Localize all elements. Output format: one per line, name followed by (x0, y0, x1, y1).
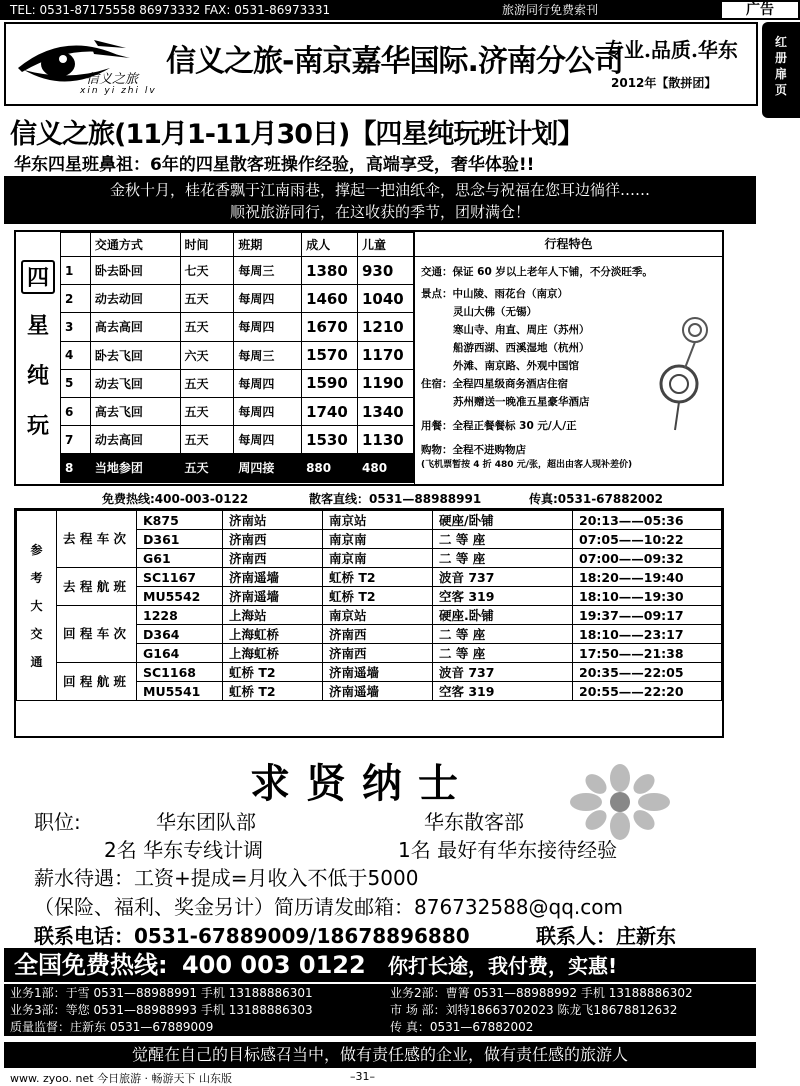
table-cell: 五天 (180, 426, 234, 454)
logo-pinyin: xin yi zhi lv (80, 86, 157, 96)
table-cell: 二 等 座 (433, 625, 573, 644)
hotline-number: 400 003 0122 (181, 951, 366, 979)
table-cell: 波音 737 (433, 568, 573, 587)
table-cell: 二 等 座 (433, 530, 573, 549)
banner-line-2: 顺祝旅游同行，在这收获的季节，团财满仓！ (229, 203, 530, 221)
table-row (61, 426, 414, 454)
year-tag: 2012年【散拼团】 (611, 76, 717, 90)
table-cell: 480 (358, 454, 414, 482)
table-row (17, 511, 722, 530)
company-motto: 觉醒在自己的目标感召当中，做有责任感的企业，做有责任感的旅游人 (4, 1042, 756, 1068)
feature-note: (飞机票暂按 4 折 480 元/张，超出由客人现补差价) (421, 460, 633, 470)
table-cell: 空客 319 (433, 682, 573, 701)
page-number: –31– (350, 1070, 375, 1083)
contacts-panel (4, 984, 756, 1036)
table-row (17, 568, 722, 587)
contact-line: 业务1部：于雪 0531—88988991 手机 13188886301 (10, 986, 313, 1000)
table-cell: 七天 (180, 257, 234, 285)
ad-label: 广告 (720, 0, 800, 20)
contact-line: 质量监督：庄新东 0531—67889009 (10, 1020, 214, 1034)
table-cell: 周四接 (234, 454, 302, 482)
table-cell: 1740 (302, 397, 358, 425)
table-cell: D361 (137, 530, 223, 549)
table-cell: 济南遥墙 (223, 587, 323, 606)
table-cell: 虹桥 T2 (323, 587, 433, 606)
table-cell: 1040 (358, 285, 414, 313)
top-contact-text: TEL: 0531-87175558 86973332 FAX: 0531-86973331 (10, 3, 331, 17)
table-cell: 每周四 (234, 397, 302, 425)
table-row (61, 341, 414, 369)
table-cell: 1 (61, 257, 91, 285)
feature-spot: 寒山寺、甪直、周庄（苏州） (453, 324, 590, 336)
table-row (61, 313, 414, 341)
table-cell: MU5542 (137, 587, 223, 606)
table-cell: 每周四 (234, 426, 302, 454)
table-cell: SC1167 (137, 568, 223, 587)
table-cell: 8 (61, 454, 91, 482)
table-row (61, 257, 414, 285)
transport-side-text: 参考大交通 (30, 542, 43, 669)
table-cell: 1530 (302, 426, 358, 454)
requirement-1: 2名 华东专线计调 (104, 838, 264, 862)
table-cell: 硬座.卧铺 (433, 606, 573, 625)
table-cell: 济南遥墙 (223, 568, 323, 587)
table-cell: 7 (61, 426, 91, 454)
feature-hotel: 苏州赠送一晚准五星豪华酒店 (453, 396, 590, 408)
table-cell: 07:05——10:22 (573, 530, 722, 549)
recruit-phone: 联系电话：0531-67889009/18678896880 (34, 924, 470, 948)
contact-line: 业务2部：曹箐 0531—88988992 手机 13188886302 (390, 986, 693, 1000)
group-label: 去 程 航 班 (57, 568, 137, 606)
col-header: 儿童 (358, 233, 414, 257)
table-cell: 硬座/卧铺 (433, 511, 573, 530)
table-cell: 上海站 (223, 606, 323, 625)
table-cell: 每周四 (234, 285, 302, 313)
requirement-2: 1名 最好有华东接待经验 (398, 838, 618, 862)
feature-spot: 景点：中山陵、雨花台（南京） (421, 288, 568, 300)
transport-table (16, 510, 722, 701)
table-cell: 五天 (180, 397, 234, 425)
table-cell: 18:10——19:30 (573, 587, 722, 606)
side-char: 星 (21, 310, 55, 344)
hotline-row (14, 488, 724, 508)
table-cell: 20:13——05:36 (573, 511, 722, 530)
table-row (17, 663, 722, 682)
dept-team: 华东团队部 (156, 810, 256, 834)
table-cell: 高去飞回 (90, 397, 180, 425)
footer-site: www. zyoo. net 今日旅游 · 畅游天下 山东版 (10, 1072, 233, 1085)
feature-shopping: 购物：全程不进购物店 (421, 444, 526, 456)
table-cell: 每周四 (234, 313, 302, 341)
table-cell: 动去动回 (90, 285, 180, 313)
direct-line: 散客直线：0531—88988991 (309, 492, 482, 506)
four-star-section (14, 230, 724, 486)
side-char: 纯 (21, 360, 55, 394)
table-cell: 1380 (302, 257, 358, 285)
table-row (61, 397, 414, 425)
table-cell: 五天 (180, 285, 234, 313)
hotline-label: 全国免费热线: (14, 951, 168, 979)
autumn-banner (4, 176, 756, 224)
col-header: 时间 (180, 233, 234, 257)
table-cell: SC1168 (137, 663, 223, 682)
table-cell: G164 (137, 644, 223, 663)
table-cell: 动去高回 (90, 426, 180, 454)
table-cell: 空客 319 (433, 587, 573, 606)
table-cell: 高去高回 (90, 313, 180, 341)
table-cell: 1590 (302, 369, 358, 397)
table-cell: 虹桥 T2 (223, 682, 323, 701)
side-char: 玩 (21, 410, 55, 444)
table-cell: 济南西 (223, 530, 323, 549)
col-header: 交通方式 (90, 233, 180, 257)
table-cell: 济南站 (223, 511, 323, 530)
contact-line: 市 场 部：刘特18663702023 陈龙飞18678812632 (390, 1003, 678, 1017)
table-cell: 卧去卧回 (90, 257, 180, 285)
table-cell: 南京站 (323, 511, 433, 530)
side-char: 四 (21, 260, 55, 294)
table-cell: K875 (137, 511, 223, 530)
feature-traffic: 交通：保证 60 岁以上老年人下铺，不分淡旺季。 (421, 266, 653, 278)
table-cell: 930 (358, 257, 414, 285)
contact-line: 业务3部：等您 0531—88988993 手机 13188886303 (10, 1003, 313, 1017)
table-cell: 济南西 (323, 644, 433, 663)
group-label: 回 程 航 班 (57, 663, 137, 701)
hotline-tag: 你打长途，我付费，实惠! (388, 954, 618, 978)
company-name: 信义之旅-南京嘉华国际.济南分公司 (166, 44, 623, 79)
itinerary-features (414, 232, 722, 484)
table-cell: 19:37——09:17 (573, 606, 722, 625)
feature-spot: 船游西湖、西溪湿地（杭州） (453, 342, 590, 354)
salary-text: 薪水待遇：工资+提成=月收入不低于5000 (34, 866, 419, 890)
four-star-table (60, 232, 414, 483)
table-cell: 1130 (358, 426, 414, 454)
table-cell: 1340 (358, 397, 414, 425)
banner-line-1: 金秋十月，桂花香飘于江南雨巷，撑起一把油纸伞，思念与祝福在您耳边徜徉…… (109, 181, 650, 199)
subtitle: 华东四星班鼻祖：6年的四星散客班操作经验，高端享受，奢华体验!! (14, 155, 535, 175)
table-cell: 南京南 (323, 530, 433, 549)
table-cell: 每周三 (234, 341, 302, 369)
table-cell: 五天 (180, 369, 234, 397)
table-cell: 五天 (180, 454, 234, 482)
top-contact-bar (0, 0, 800, 20)
national-hotline-bar (4, 948, 756, 982)
col-header: 班期 (234, 233, 302, 257)
rose-icon (655, 312, 715, 432)
group-label: 回 程 车 次 (57, 606, 137, 663)
logo-text: 信义之旅 (86, 72, 139, 87)
table-cell: 2 (61, 285, 91, 313)
feature-hotel: 住宿：全程四星级商务酒店住宿 (421, 378, 568, 390)
recruit-title: 求贤纳士 (250, 760, 474, 807)
table-cell: 济南遥墙 (323, 682, 433, 701)
feature-spot: 外滩、南京路、外观中国馆 (453, 360, 579, 372)
table-header-row (61, 233, 414, 257)
table-cell: 五天 (180, 313, 234, 341)
transport-section (14, 508, 724, 738)
table-cell: 1460 (302, 285, 358, 313)
group-label: 去 程 车 次 (57, 511, 137, 568)
fax-line: 传真:0531-67882002 (529, 492, 663, 506)
table-cell: 17:50——21:38 (573, 644, 722, 663)
table-cell: 3 (61, 313, 91, 341)
table-cell: 南京南 (323, 549, 433, 568)
col-header: 成人 (302, 233, 358, 257)
features-title: 行程特色 (415, 232, 722, 257)
position-label: 职位: (34, 810, 81, 834)
table-row (61, 369, 414, 397)
table-cell: 5 (61, 369, 91, 397)
flower-icon (560, 764, 680, 840)
dept-individual: 华东散客部 (424, 810, 524, 834)
table-cell: 20:35——22:05 (573, 663, 722, 682)
table-cell: 当地参团 (90, 454, 180, 482)
company-header (4, 22, 758, 106)
table-cell: 上海虹桥 (223, 625, 323, 644)
table-cell: 二 等 座 (433, 644, 573, 663)
table-cell: 虹桥 T2 (323, 568, 433, 587)
table-cell: 二 等 座 (433, 549, 573, 568)
table-cell: 每周四 (234, 369, 302, 397)
table-cell: 20:55——22:20 (573, 682, 722, 701)
table-cell: G61 (137, 549, 223, 568)
table-cell: 卧去飞回 (90, 341, 180, 369)
side-tab-label: 红册扉页 (774, 35, 787, 97)
table-cell: 1210 (358, 313, 414, 341)
table-cell: 济南西 (223, 549, 323, 568)
table-cell: 1228 (137, 606, 223, 625)
table-row (17, 606, 722, 625)
table-cell: 18:20——19:40 (573, 568, 722, 587)
free-hotline: 免费热线:400-003-0122 (102, 492, 249, 506)
table-cell: D364 (137, 625, 223, 644)
table-cell: 上海虹桥 (223, 644, 323, 663)
table-cell: MU5541 (137, 682, 223, 701)
col-header (61, 233, 91, 257)
recruit-contact: 联系人：庄新东 (536, 924, 676, 948)
table-cell: 1570 (302, 341, 358, 369)
benefits-email: （保险、福利、奖金另计）简历请发邮箱：876732588@qq.com (34, 895, 623, 919)
contact-line: 传 真：0531—67882002 (390, 1020, 534, 1034)
feature-spot: 灵山大佛（无锡） (453, 306, 537, 318)
table-row-local (61, 454, 414, 482)
table-cell: 六天 (180, 341, 234, 369)
table-cell: 南京站 (323, 606, 433, 625)
table-cell: 880 (302, 454, 358, 482)
table-cell: 济南遥墙 (323, 663, 433, 682)
table-cell: 1170 (358, 341, 414, 369)
table-cell: 18:10——23:17 (573, 625, 722, 644)
side-tab (762, 22, 800, 118)
feature-meal: 用餐：全程正餐餐标 30 元/人/正 (421, 420, 577, 432)
slogan: 专业.品质.华东 (604, 38, 738, 62)
table-row (61, 285, 414, 313)
table-cell: 虹桥 T2 (223, 663, 323, 682)
table-cell: 每周三 (234, 257, 302, 285)
table-cell: 1190 (358, 369, 414, 397)
table-cell: 4 (61, 341, 91, 369)
table-cell: 07:00——09:32 (573, 549, 722, 568)
four-star-side-label (16, 232, 60, 458)
table-cell: 动去飞回 (90, 369, 180, 397)
plan-title: 信义之旅(11月1-11月30日)【四星纯玩班计划】 (10, 119, 584, 150)
table-cell: 波音 737 (433, 663, 573, 682)
table-cell: 济南西 (323, 625, 433, 644)
free-copy-note: 旅游同行免费索刊 (502, 3, 599, 17)
table-cell: 6 (61, 397, 91, 425)
table-cell: 1670 (302, 313, 358, 341)
transport-side-label (17, 511, 57, 701)
